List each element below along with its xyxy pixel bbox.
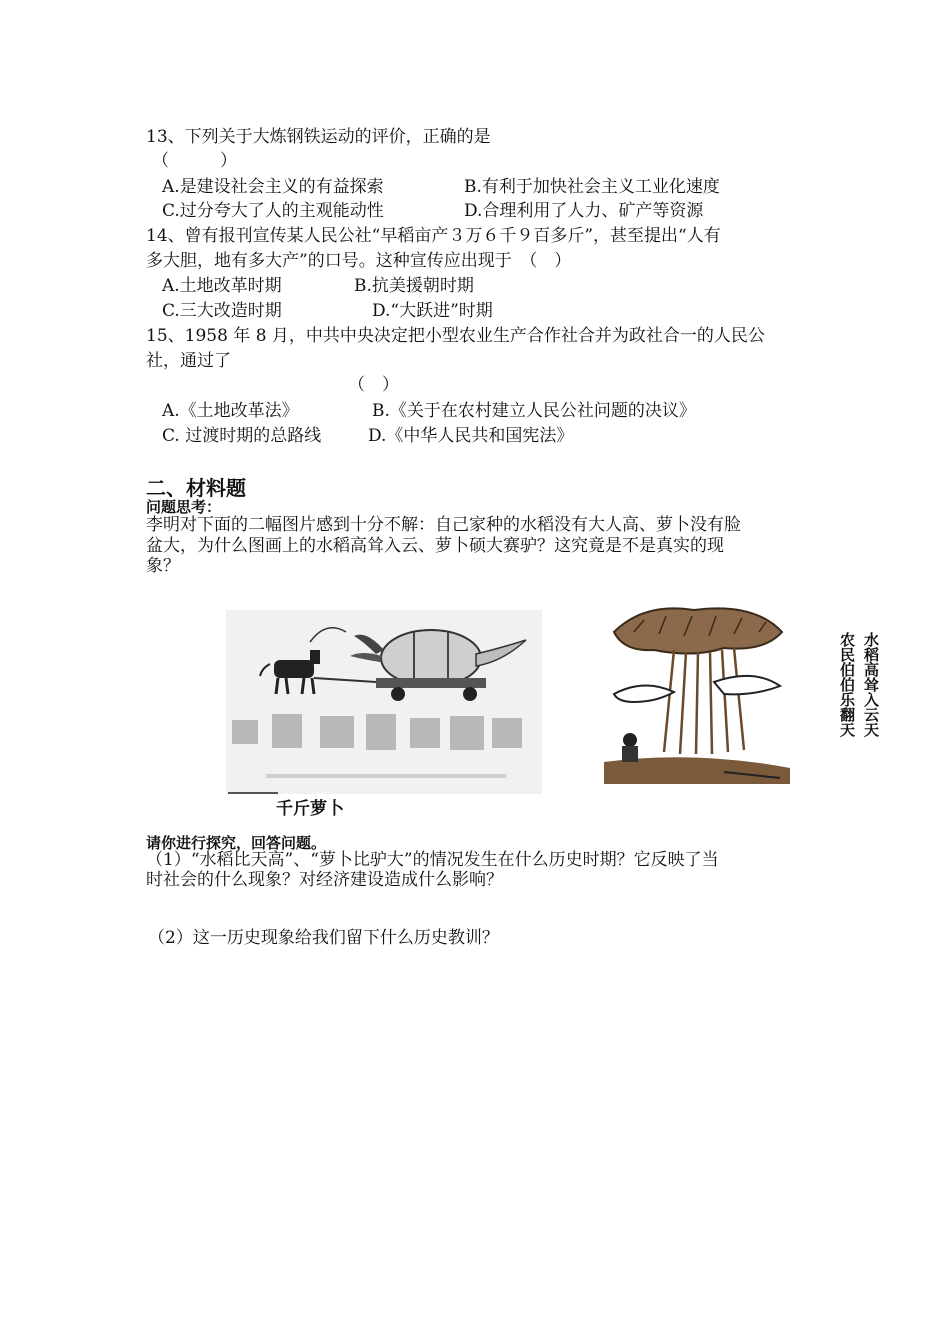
- subheading: 问题思考：: [146, 498, 222, 516]
- q15-answer-bracket: （ ）: [348, 375, 399, 395]
- q15-stem-line2: 社，通过了: [146, 351, 231, 371]
- q15-option-b: B.《关于在农村建立人民公社问题的决议》: [372, 401, 696, 421]
- inquiry-prompt: 请你进行探究，回答问题。: [146, 834, 327, 852]
- radish-cart-illustration: [226, 610, 542, 794]
- q13-option-a: A.是建设社会主义的有益探索: [162, 177, 384, 197]
- rice-sheaf-drawing: [604, 602, 790, 784]
- q15-stem-line1: 15、1958 年 8 月，中共中央决定把小型农业生产合作社合并为政社合一的人民公: [146, 326, 765, 346]
- q15-option-d: D.《中华人民共和国宪法》: [368, 426, 574, 446]
- q13-answer-bracket: （ ）: [152, 151, 237, 171]
- q14-stem-line2: 多大胆，地有多大产”的口号。这种宣传应出现于 （ ）: [146, 251, 572, 271]
- q13-option-c: C.过分夸大了人的主观能动性: [162, 201, 384, 221]
- q13-option-b: B.有利于加快社会主义工业化速度: [464, 177, 720, 197]
- q15-option-a: A.《土地改革法》: [162, 401, 299, 421]
- q14-option-b: B.抗美援朝时期: [354, 276, 474, 296]
- radish-cart-drawing: [226, 610, 542, 794]
- q13-stem: 13、下列关于大炼钢铁运动的评价，正确的是: [146, 127, 491, 147]
- q14-stem-line1: 14、曾有报刊宣传某人民公社“早稻亩产３万６千９百多斤”，甚至提出“人有: [146, 226, 721, 246]
- material-line-2: 盆大，为什么图画上的水稻高耸入云、萝卜硕大赛驴？这究竟是不是真实的现: [146, 536, 724, 556]
- poem-column-1: 水稻高耸入云天: [862, 632, 880, 737]
- q14-option-a: A.土地改革时期: [162, 276, 282, 296]
- section-heading: 二、材料题: [146, 476, 246, 500]
- material-line-3: 象？: [146, 556, 180, 576]
- rice-sheaf-illustration: [604, 602, 790, 784]
- poem-column-2: 农民伯伯乐翻天: [838, 632, 856, 737]
- q14-option-d: D.“大跃进”时期: [372, 301, 493, 321]
- material-line-1: 李明对下面的二幅图片感到十分不解：自己家种的水稻没有大人高、萝卜没有脸: [146, 515, 741, 535]
- question2: （2）这一历史现象给我们留下什么历史教训？: [148, 928, 499, 948]
- q13-option-d: D.合理利用了人力、矿产等资源: [464, 201, 704, 221]
- q15-option-c: C. 过渡时期的总路线: [162, 426, 322, 446]
- question1-line-1: （1）“水稻比天高”、“萝卜比驴大”的情况发生在什么历史时期？它反映了当: [146, 850, 719, 870]
- figure1-caption: 千斤萝卜: [276, 799, 344, 819]
- question1-line-2: 时社会的什么现象？对经济建设造成什么影响？: [146, 870, 503, 890]
- q14-option-c: C.三大改造时期: [162, 301, 282, 321]
- caption-rule: [228, 792, 278, 794]
